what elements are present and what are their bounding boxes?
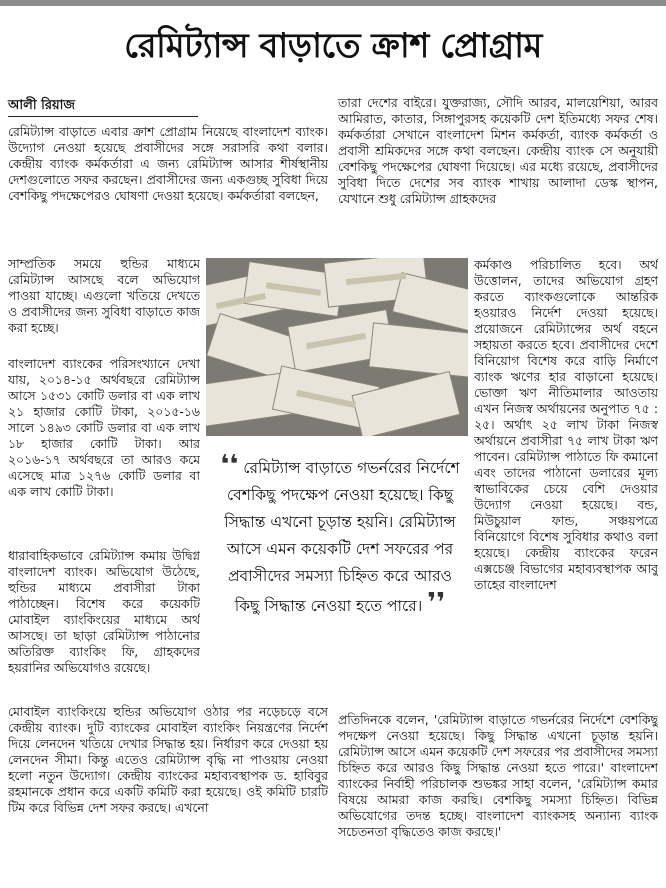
right-narrow-text [474,257,658,709]
byline-rule [8,116,198,117]
right-top-text [338,95,658,255]
top-rule [0,0,666,6]
banknotes-image [206,258,468,436]
left-narrow-para-3 [8,548,200,700]
left-narrow-paragraph-3: ধারাবাহিকভাবে রেমিট্যান্স কমায় উদ্বিগ্ন বাংলাদেশ ব্যাংক। অভিযোগ উঠেছে, হুন্ডির মাধ্যমে প্রবাসীরা টাকা পাঠাচ্ছেন। বিশেষ করে কয়েকটি মোবাইল ব্যাংকিংয়ের মাধ্যমে অর্থ আসছে। তা ছাড়া রেমিট্যান্স পাঠানোর অতিরিক্ত ব্যাংকিং ফি, গ্রাহকদের হয়রানির অভিযোগও রয়েছে। [8,548,200,675]
left-narrow-para-1 [8,256,200,338]
right-top-paragraph: তারা দেশের বাইরে। যুক্তরাজ্য, সৌদি আরব, মালয়েশিয়া, আরব আমিরাত, কাতার, সিঙ্গাপুরসহ কয়েকটি দেশ ইতিমধ্যে সফর শেষ। কর্মকর্তারা সেখানে বাংলাদেশ মিশন কর্মকর্তা, ব্যাংক কর্মকর্তা ও প্রবাসী শ্রমিকদের সঙ্গে কথা বলছেন। কেন্দ্রীয় ব্যাংক সে অনুযায়ী বেশকিছু পদক্ষেপের ঘোষণা দিয়েছে। এর মধ্যে রয়েছে, প্রবাসীদের সুবিধা দিতে দেশের সব ব্যাংক শাখায় আলাদা ডেস্ক স্থাপন, যেখানে শুধু রেমিট্যান্স গ্রাহকদের [338,95,658,206]
right-bottom-text [338,712,658,882]
quote-open-icon: ❛❛ [220,450,239,480]
left-bottom-text [8,704,328,884]
left-narrow-paragraph-1: সাম্প্রতিক সময়ে হুন্ডির মাধ্যমে রেমিট্যান্স আসছে বলে অভিযোগ পাওয়া যাচ্ছে। এগুলো খতিয়ে দেখতে ও প্রবাসীদের জন্য সুবিধা বাড়াতে কাজ করা হচ্ছে। [8,256,200,335]
left-narrow-paragraph-2: বাংলাদেশ ব্যাংকের পরিসংখ্যানে দেখা যায়, ২০১৪-১৫ অর্থবছরে রেমিট্যান্স আসে ১৫৩১ কোটি ডলার বা এক লাখ ২১ হাজার কোটি টাকা, ২০১৫-১৬ সালে ১৪৯৩ কোটি ডলার বা এক লাখ ১৮ হাজার কোটি টাকা। আর ২০১৬-১৭ অর্থবছরে তা আরও কমে এসেছে মাত্র ১২৭৬ কোটি ডলার বা এক লাখ কোটি টাকা। [8,356,200,499]
left-intro-text [8,124,328,252]
pull-quote [206,440,468,698]
byline: আলী রিয়াজ [8,98,76,113]
left-narrow-para-2 [8,356,200,538]
left-intro-paragraph: রেমিট্যান্স বাড়াতে এবার ক্রাশ প্রোগ্রাম নিয়েছে বাংলাদেশ ব্যাংক। উদ্যোগ নেওয়া হয়েছে প্রবাসীদের সঙ্গে সরাসরি কথা বলার। কেন্দ্রীয় ব্যাংক কর্মকর্তারা এ জন্য রেমিট্যান্স আসার শীর্ষস্থানীয় দেশগুলোতে সফর করছেন। প্রবাসীদের জন্য একগুচ্ছ সুবিধা দিয়ে বেশকিছু পদক্ষেপেরও ঘোষণা দেওয়া হয়েছে। কর্মকর্তারা বলছেন, [8,124,328,203]
left-bottom-paragraph: মোবাইল ব্যাংকিংয়ে হুন্ডির অভিযোগ ওঠার পর নড়েচড়ে বসে কেন্দ্রীয় ব্যাংক। দুটি ব্যাংকের মোবাইল ব্যাংকিং নিয়ন্ত্রণের নির্দেশ দিয়ে লেনদেন খতিয়ে দেখার সিদ্ধান্ত হয়। নির্ধারণ করে দেওয়া হয় লেনদেন সীমা। কিন্তু এতেও রেমিট্যান্স বৃদ্ধি না পাওয়ায় নেওয়া হলো নতুন উদ্যোগ। কেন্দ্রীয় ব্যাংকের মহাব্যবস্থাপক ড. হাবিবুর রহমানকে প্রধান করে একটি কমিটি করা হয়েছে। ওই কমিটি চারটি টিম করে বিভিন্ন দেশ সফর করছে। এখনো [8,704,328,815]
quote-close-icon: ❜❜ [427,588,446,618]
pull-quote-body: রেমিট্যান্স বাড়াতে গভর্নরের নির্দেশে বেশকিছু পদক্ষেপ নেওয়া হয়েছে। কিছু সিদ্ধান্ত এখনো চূড়ান্ত হয়নি। রেমিট্যান্স আসে এমন কয়েকটি দেশ সফরের পর প্রবাসীদের সমস্যা চিহ্নিত করে আরও কিছু সিদ্ধান্ত নেওয়া হতে পারে। [224,459,460,615]
right-narrow-paragraph: কর্মকাণ্ড পরিচালিত হবে। অর্থ উত্তোলন, তাদের অভিযোগ গ্রহণ করতে ব্যাংকগুলোকে আন্তরিক হওয়ারও নির্দেশ দেওয়া হয়েছে। প্রয়োজনে রেমিট্যান্সের অর্থ বহনে সহায়তা করতে হবে। প্রবাসীদের দেশে বিনিয়োগ বিশেষ করে বাড়ি নির্মাণে ব্যাংক ঋণের হার বাড়ানো হয়েছে। ভোক্তা ঋণ নীতিমালার আওতায় এখন নিজস্ব অর্থায়নের অনুপাত ৭৫ : ২৫। অর্থাৎ ২৫ লাখ টাকা নিজস্ব অর্থায়নে প্রবাসীরা ৭৫ লাখ টাকা ঋণ পাবেন। রেমিট্যান্স পাঠাতে ফি কমানো এবং তাদের পাঠানো ডলারের মূল্য স্বাভাবিকের চেয়ে বেশি দেওয়ার উদ্যোগ নেওয়া হয়েছে। বন্ড, মিউচুয়াল ফান্ড, সঞ্চয়পত্রে বিনিয়োগে বিশেষ সুবিধার কথাও বলা হয়েছে। কেন্দ্রীয় ব্যাংকের ফরেন এক্সচেঞ্জ বিভাগের মহাব্যবস্থাপক আবু তাহের বাংলাদেশ [474,257,658,592]
right-bottom-paragraph: প্রতিদিনকে বলেন, 'রেমিট্যান্স বাড়াতে গভর্নরের নির্দেশে বেশকিছু পদক্ষেপ নেওয়া হয়েছে। কিছু সিদ্ধান্ত এখনো চূড়ান্ত হয়নি। রেমিট্যান্স আসে এমন কয়েকটি দেশ সফরের পর প্রবাসীদের সমস্যা চিহ্নিত করে আরও কিছু সিদ্ধান্ত নেওয়া হতে পারে।' বাংলাদেশ ব্যাংকের নির্বাহী পরিচালক শুভঙ্কর সাহা বলেন, 'রেমিট্যান্স কমার বিষয়ে আমরা কাজ করছি। বেশকিছু সমস্যা চিহ্নিত। বিভিন্ন অভিযোগের তদন্ত হচ্ছে। বাংলাদেশ ব্যাংকসহ অন্যান্য ব্যাংক সচেতনতা বৃদ্ধিতেও কাজ করছে।' [338,712,658,839]
article-photo [206,258,468,436]
headline: রেমিট্যান্স বাড়াতে ক্রাশ প্রোগ্রাম [124,26,542,66]
pull-quote-text [220,452,460,620]
